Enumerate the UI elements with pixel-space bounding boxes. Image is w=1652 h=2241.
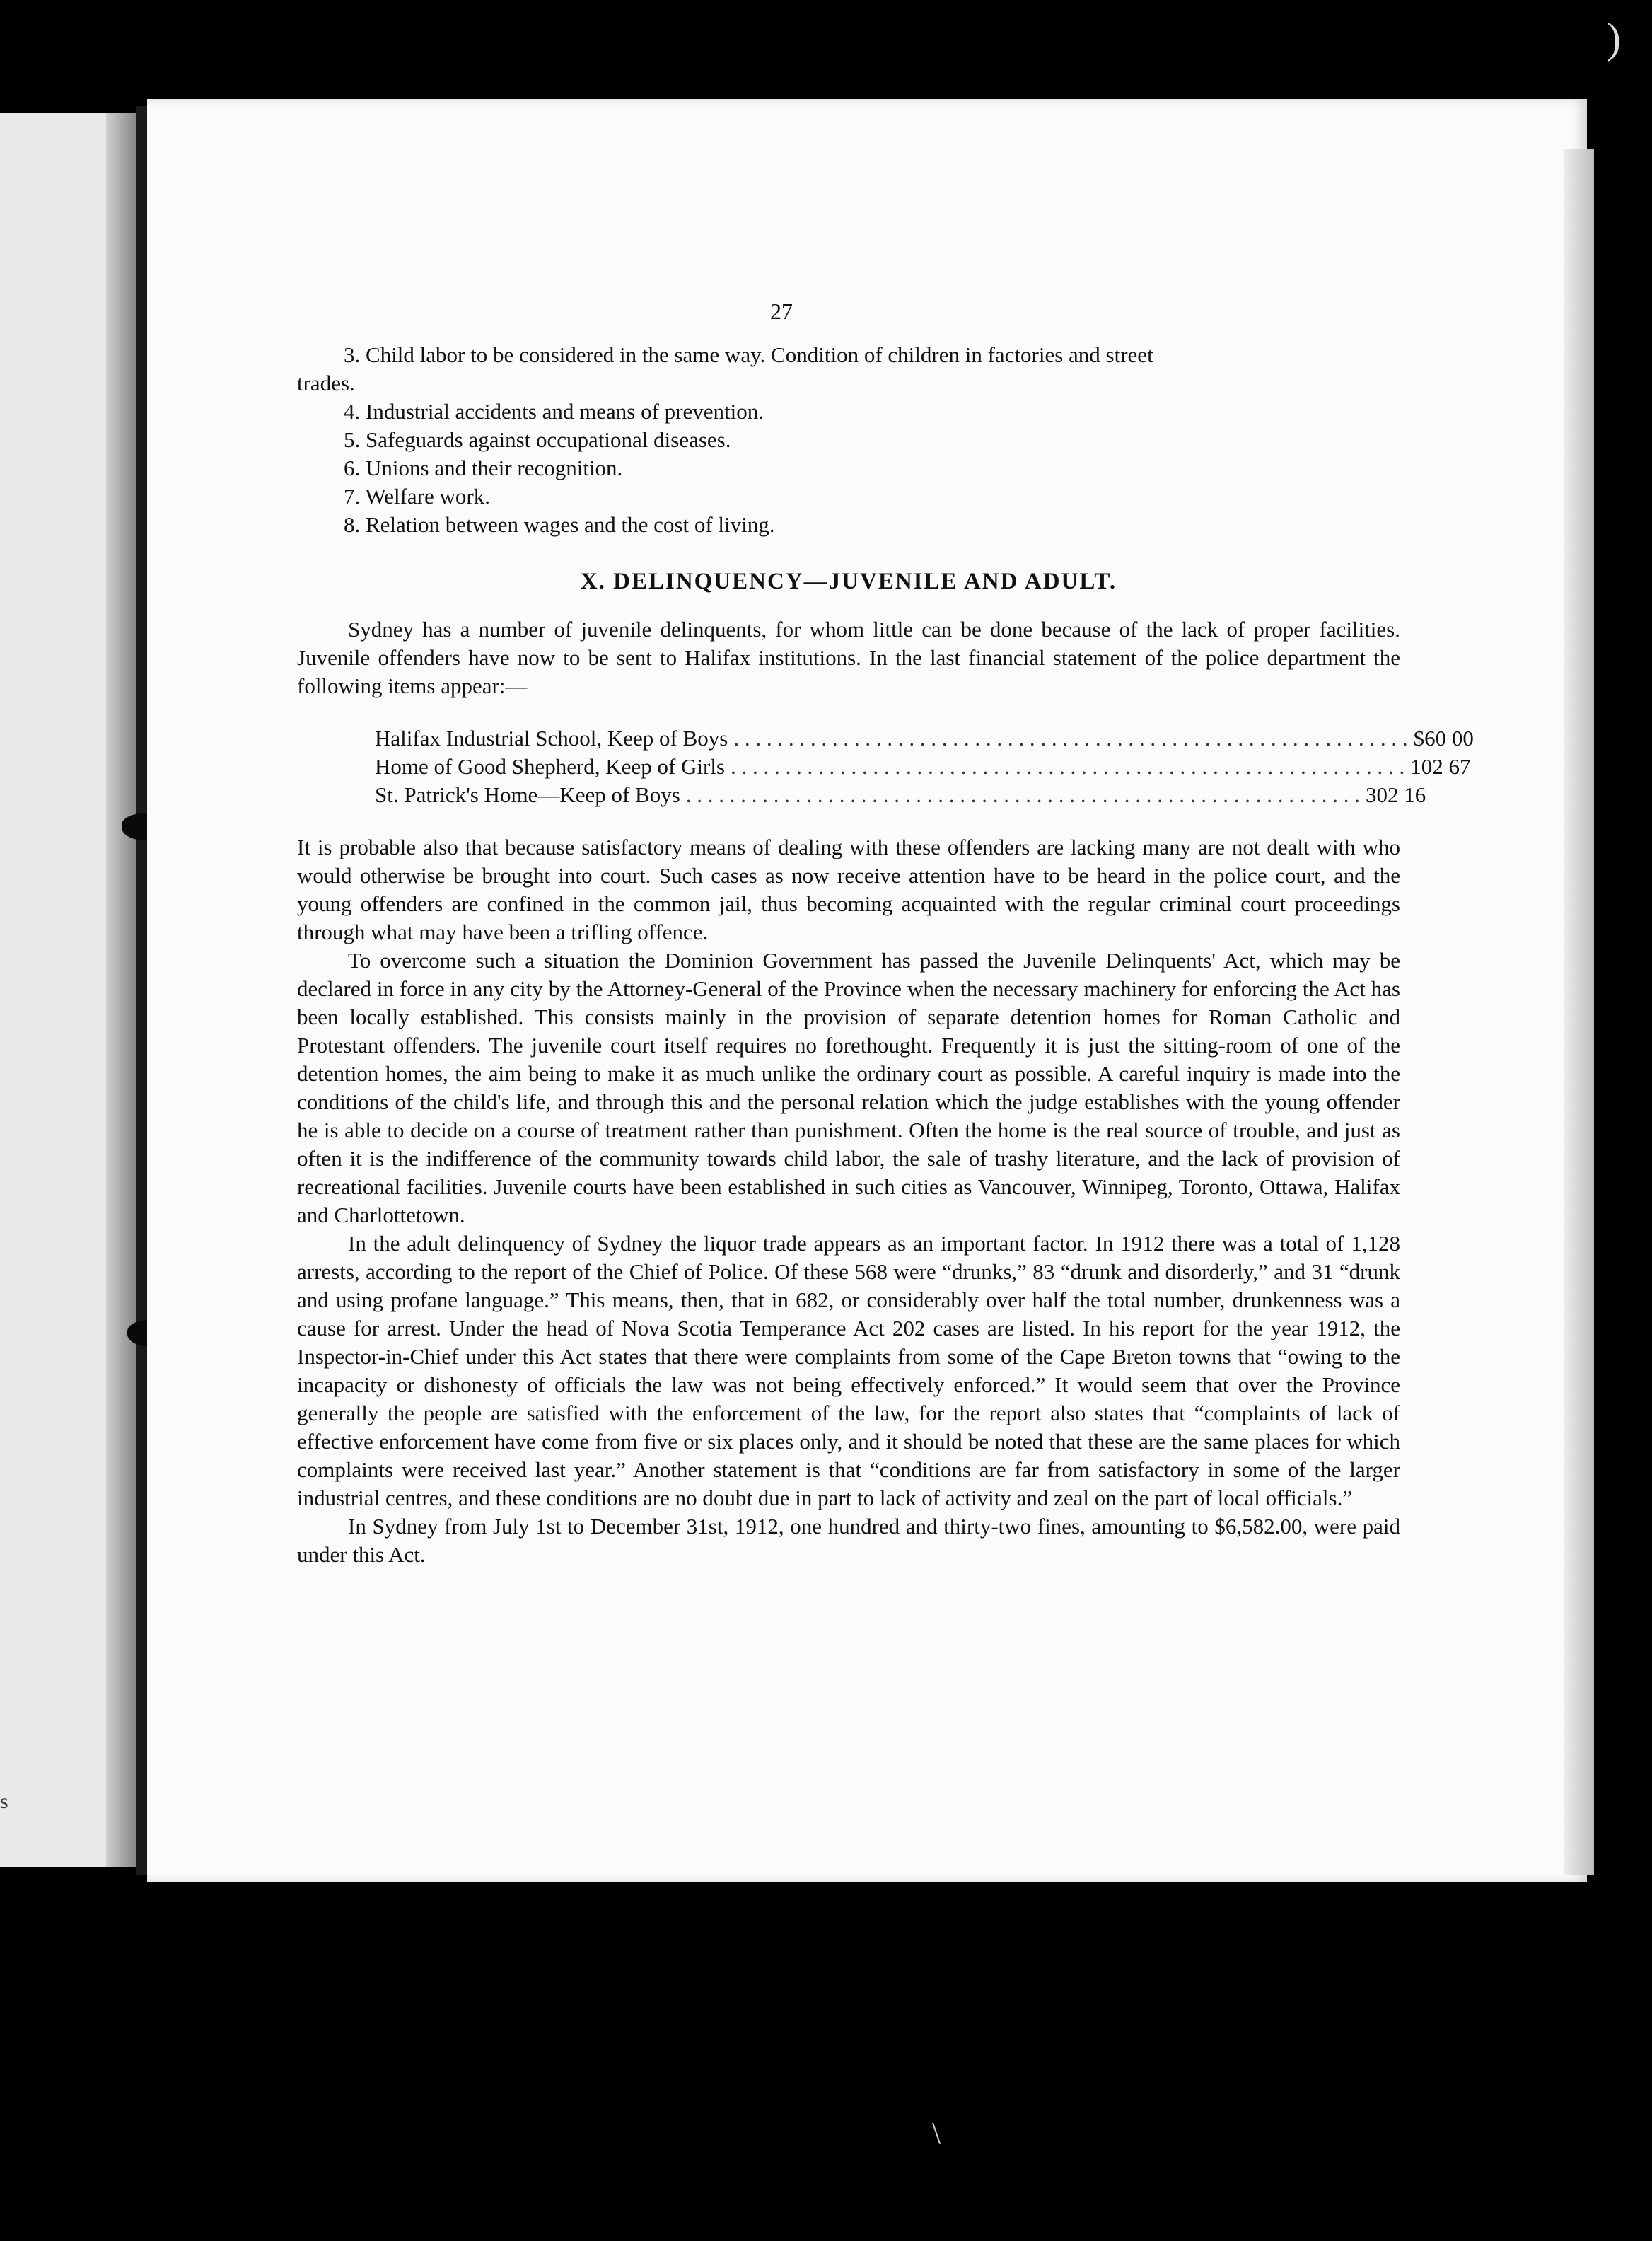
page-content [297,297,1474,1569]
list-item [297,454,1400,482]
ledger-label: Halifax Industrial School, Keep of Boys [375,726,728,751]
list-item [297,511,1400,539]
ledger-amount: $60 00 [1413,726,1474,751]
ledger-label: Home of Good Shepherd, Keep of Girls [375,754,726,779]
list-item [297,482,1400,511]
ledger-row [375,724,1474,753]
list-item-number: 5. [344,427,361,452]
body-paragraph: It is probable also that because satisfactory means of dealing with these offenders are lacking many are not dealt with who would otherwise be brought into court. Such cases as now receive attention have to be heard in the police court, and the young offenders are confined in the common jail, thus becoming acquainted with the regular criminal court proceedings through what may have been a trifling offence. [297,835,1400,944]
list-item-text: Relation between wages and the cost of living. [366,512,775,537]
list-item-text: Child labor to be considered in the same way. Condition of children in factories and street [366,342,1153,367]
list-item-text: Industrial accidents and means of prevention. [366,399,764,424]
list-item [297,341,1400,369]
list-item-text: Welfare work. [365,484,490,509]
list-item-text: Unions and their recognition. [366,456,623,480]
scan-mark: ) [1607,15,1621,62]
section-heading: X. DELINQUENCY—JUVENILE AND ADULT. [580,569,1117,594]
list-item [297,426,1400,454]
numbered-list [297,341,1400,539]
list-item-text: Safeguards against occupational diseases. [366,427,731,452]
facing-page-letter: s [0,1790,8,1813]
body-paragraph: In Sydney from July 1st to December 31st, 1912, one hundred and thirty-two fines, amounting to $6,582.00, were paid under this Act. [297,1514,1400,1567]
dot-leader: . . . . . . . . . . . . . . . . . . . . . . . . . . . . . . . . . . . . . . . . . . . . . . . . . . . . . . . . . . . . . . [733,726,1408,751]
ledger-row [375,753,1471,781]
list-item-number: 6. [344,456,361,480]
expense-ledger [375,724,1474,809]
ledger-amount: 102 67 [1410,754,1471,779]
list-item-number: 7. [344,484,361,509]
dot-leader: . . . . . . . . . . . . . . . . . . . . . . . . . . . . . . . . . . . . . . . . . . . . . . . . . . . . . . . . . . . . . . [731,754,1405,779]
page-number: 27 [770,299,793,324]
intro-paragraph: Sydney has a number of juvenile delinquents, for whom little can be done because of the lack of proper facilities. Juvenile offenders have now to be sent to Halifax institutions. In the last financial statement of the police department the following items appear:— [297,617,1400,698]
body-paragraph: To overcome such a situation the Dominion Government has passed the Juvenile Delinquents' Act, which may be declared in force in any city by the Attorney-General of the Province when the necessary machinery for enforcing the Act has been locally established. This consists mainly in the provision of separate detention homes for Roman Catholic and Protestant offenders. The juvenile court itself requires no forethought. Frequently it is just the sitting-room of one of the detention homes, the aim being to make it as much unlike the ordinary court as possible. A careful inquiry is made into the conditions of the child's life, and through this and the personal relation which the judge establishes with the young offender he is able to decide on a course of treatment rather than punishment. Often the home is the real source of trouble, and just as often it is the indifference of the community towards child labor, the sale of trashy literature, and the lack of provision of recreational facilities. Juvenile courts have been established in such cities as Vancouver, Winnipeg, Toronto, Ottawa, Halifax and Charlottetown. [297,948,1400,1227]
ledger-row [375,781,1426,809]
list-item-number: 3. [344,342,361,367]
scan-mark: \ [932,2116,941,2150]
dot-leader: . . . . . . . . . . . . . . . . . . . . . . . . . . . . . . . . . . . . . . . . . . . . . . . . . . . . . . . . . . . . . . [685,782,1361,807]
list-item-number: 8. [344,512,361,537]
list-item-continuation: trades. [297,371,355,395]
ledger-label: St. Patrick's Home—Keep of Boys [375,782,680,807]
ledger-amount: 302 16 [1366,782,1426,807]
body-paragraph: In the adult delinquency of Sydney the liquor trade appears as an important factor. In 1912 there was a total of 1,128 arrests, according to the report of the Chief of Police. Of these 568 were “drunks,” 83 “drunk and disorderly,” and 31 “drunk and using profane language.” This means, then, that in 682, or considerably over half the total number, drunkenness was a cause for arrest. Under the head of Nova Scotia Temperance Act 202 cases are listed. In his report for the year 1912, the Inspector-in-Chief under this Act states that there were complaints from some of the Cape Breton towns that “owing to the incapacity or dishonesty of officials the law was not being effectively enforced.” It would seem that over the Province generally the people are satisfied with the enforcement of the law, for the report also states that “complaints of lack of effective enforcement have come from five or six places only, and it should be noted that these are the same places for which complaints were received last year.” Another statement is that “conditions are far from satisfactory in some of the larger industrial centres, and these conditions are no doubt due in part to lack of activity and zeal on the part of local officials.” [297,1231,1400,1510]
list-item-number: 4. [344,399,361,424]
list-item [297,398,1400,426]
page-edge [1564,149,1594,1875]
